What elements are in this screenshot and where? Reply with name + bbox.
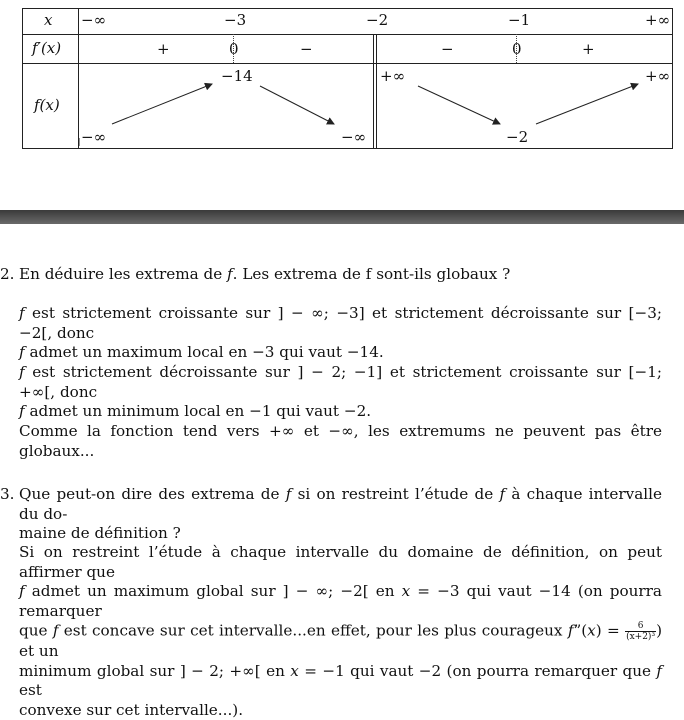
sign-plus-right: + <box>582 40 595 58</box>
f-value-right-start: +∞ <box>380 67 406 85</box>
x-value-plus-inf: +∞ <box>645 11 671 29</box>
row-label-f: f(x) <box>34 96 60 114</box>
sign-zero-left: 0 <box>229 40 239 58</box>
second-derivative-fraction: $\frac{6}{\text{(x+2)³}}$ <box>626 621 656 642</box>
section-divider <box>0 210 684 224</box>
f-value-left-end: −∞ <box>341 128 367 146</box>
question-2-number: 2. <box>0 265 15 283</box>
question-3-title: Que peut-on dire des extrema de f si on restreint l’étude de f à chaque intervalle du do- maine de définition ? <box>19 485 663 542</box>
question-2-paragraph-2: f est strictement décroissante sur ] − 2; −1] et strictement croissante sur [−1; +∞[, donc f admet un minimum local en −1 qui vaut −2. <box>19 363 662 420</box>
question-2-paragraph-1: f est strictement croissante sur ] − ∞; −3] et strictement décroissante sur [−3; −2[, donc f admet un maximum local en −3 qui vaut −14. <box>19 304 662 361</box>
sign-plus-left: + <box>157 40 170 58</box>
f-value-left-start: −∞ <box>81 128 107 146</box>
sign-zero-right: 0 <box>512 40 522 58</box>
x-value-minus-inf: −∞ <box>81 11 107 29</box>
question-2-title: En déduire les extrema de f. Les extrema de f sont-ils globaux ? <box>19 265 511 283</box>
sign-minus-left: − <box>300 40 313 58</box>
arrow-decreasing-left <box>260 86 334 124</box>
arrow-decreasing-right <box>418 86 500 124</box>
sign-minus-right: − <box>441 40 454 58</box>
question-3-answer: Si on restreint l’étude à chaque intervalle du domaine de définition, on peut affirmer que f admet un maximum global sur ] − ∞; −2[ en x = −3 qui vaut −14 (on pourra remarquer que f est concave sur cet intervalle...en effet, pour les plus courageux f”(x) = $\frac{6}{\text{(x+2)³}}$ ) et un minimum global sur ] − 2; +∞[ en x = −1 qui vaut −2 (on pourra remarquer que f est convexe sur cet intervalle...). <box>19 543 662 719</box>
x-value-minus-3: −3 <box>224 11 247 29</box>
arrow-increasing-right <box>536 84 638 124</box>
variation-arrows <box>0 0 684 160</box>
arrow-increasing-left <box>112 84 212 124</box>
x-value-minus-1: −1 <box>508 11 531 29</box>
f-value-min: −2 <box>506 128 529 146</box>
row-label-x: x <box>44 11 53 29</box>
x-value-minus-2: −2 <box>366 11 389 29</box>
f-value-right-end: +∞ <box>645 67 671 85</box>
row-label-fprime: f′(x) <box>32 39 62 57</box>
f-value-max: −14 <box>221 67 253 85</box>
question-3-number: 3. <box>0 485 15 503</box>
question-2-paragraph-3: Comme la fonction tend vers +∞ et −∞, les extremums ne peuvent pas être globaux... <box>19 422 662 460</box>
